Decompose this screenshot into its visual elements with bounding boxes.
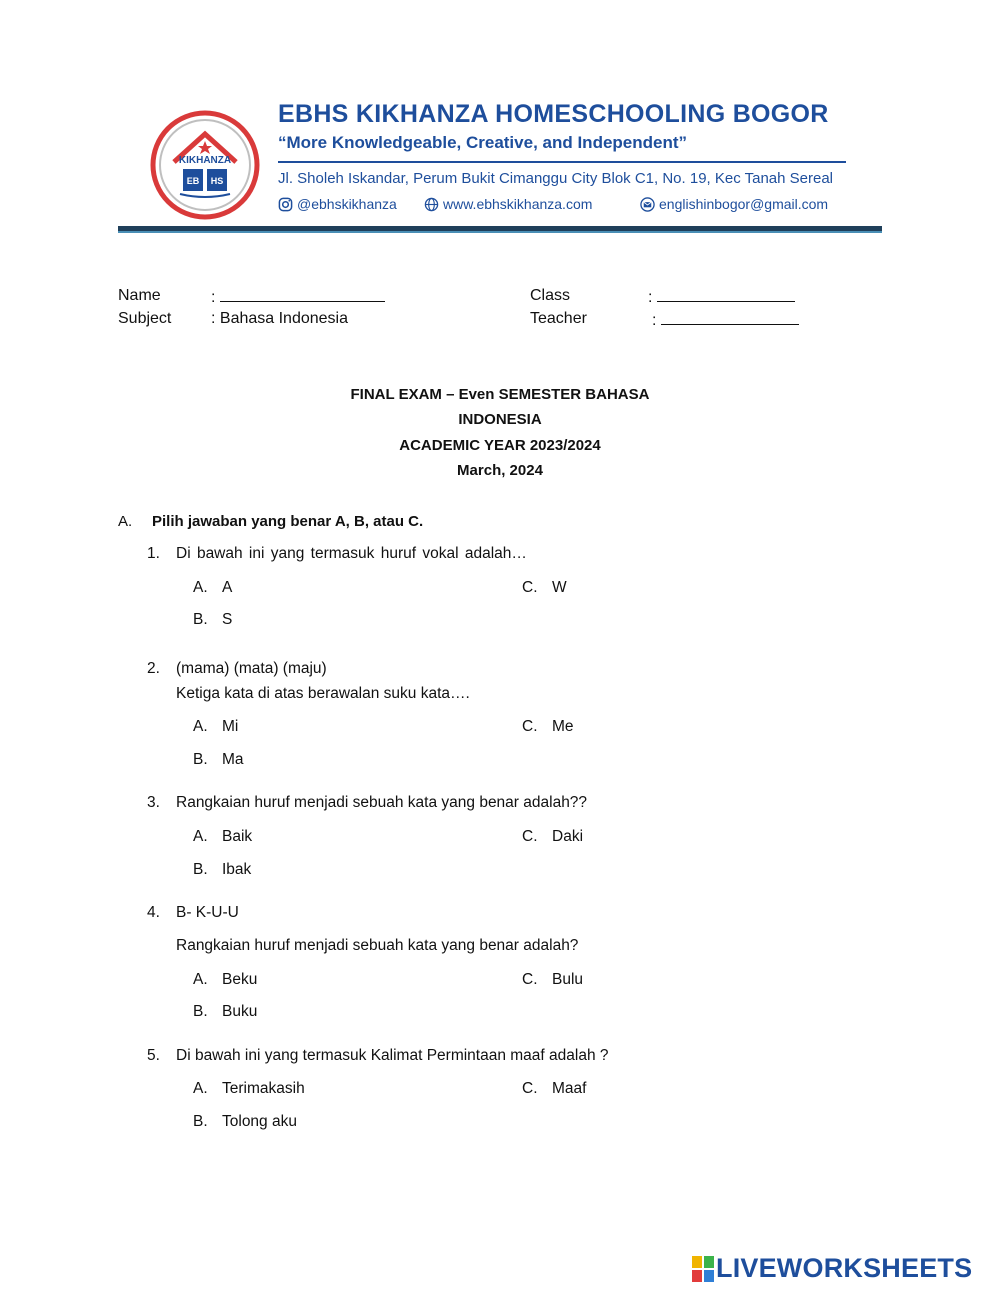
option-label: A. (193, 971, 208, 988)
q3-option-b[interactable] (193, 861, 252, 879)
q3-option-c[interactable] (522, 828, 584, 846)
liveworksheets-brand[interactable] (692, 1253, 972, 1284)
option-text: Ibak (222, 861, 252, 878)
question-2-text: (mama) (mata) (maju) (176, 660, 327, 677)
liveworksheets-icon (692, 1256, 714, 1282)
teacher-label: Teacher (530, 310, 587, 327)
option-label: A. (193, 718, 208, 735)
q1-option-b[interactable] (193, 611, 233, 629)
logo-text-hs: HS (210, 176, 224, 186)
instagram-handle: @ebhskikhanza (297, 196, 397, 212)
globe-icon (424, 197, 439, 212)
option-label: C. (522, 828, 538, 845)
option-label: A. (193, 1080, 208, 1097)
option-label: C. (522, 1080, 538, 1097)
website-contact (424, 196, 592, 212)
class-label: Class (530, 287, 571, 304)
subject-label: Subject (118, 310, 172, 327)
exam-title-line4: March, 2024 (457, 462, 543, 479)
question-4-text: B- K-U-U (176, 904, 239, 921)
section-instruction: Pilih jawaban yang benar A, B, atau C. (152, 513, 424, 530)
option-text: Ma (222, 751, 244, 768)
teacher-colon: : (652, 312, 657, 329)
q1-option-c[interactable] (522, 579, 567, 597)
instagram-contact (278, 196, 397, 212)
name-colon: : (211, 289, 216, 306)
option-text: A (222, 579, 233, 596)
option-text: S (222, 611, 233, 628)
option-label: A. (193, 828, 208, 845)
question-5-text: Di bawah ini yang termasuk Kalimat Permintaan maaf adalah ? (176, 1047, 609, 1064)
class-blank[interactable] (657, 287, 795, 302)
exam-title-line2: INDONESIA (458, 411, 542, 428)
option-text: Bulu (552, 971, 584, 988)
question-4-text-line2: Rangkaian huruf menjadi sebuah kata yang benar adalah? (176, 937, 579, 954)
header-rule-accent (118, 231, 882, 233)
q2-option-c[interactable] (522, 718, 574, 736)
exam-title-line3: ACADEMIC YEAR 2023/2024 (399, 437, 601, 454)
school-motto: “More Knowledgeable, Creative, and Independent” (278, 133, 688, 152)
liveworksheets-wordmark: LIVEWORKSHEETS (716, 1253, 973, 1283)
question-1-text: Di bawah ini yang termasuk huruf vokal adalah… (176, 545, 527, 562)
option-label: C. (522, 579, 538, 596)
email-contact (640, 196, 828, 212)
question-2-text-line2: Ketiga kata di atas berawalan suku kata…. (176, 685, 470, 702)
q1-option-a[interactable] (193, 579, 233, 597)
email-icon (640, 197, 655, 212)
question-3-text: Rangkaian huruf menjadi sebuah kata yang benar adalah?? (176, 794, 588, 811)
q5-option-a[interactable] (193, 1080, 305, 1098)
option-text: W (552, 579, 567, 596)
q4-option-c[interactable] (522, 971, 584, 989)
teacher-field[interactable] (652, 310, 799, 330)
option-label: B. (193, 1003, 208, 1020)
logo-text-eb: EB (186, 176, 200, 186)
exam-title-line1: FINAL EXAM – Even SEMESTER BAHASA (350, 386, 650, 403)
name-label: Name (118, 287, 161, 304)
school-address: Jl. Sholeh Iskandar, Perum Bukit Cimanggu City Blok C1, No. 19, Kec Tanah Sereal (278, 170, 834, 187)
option-text: Daki (552, 828, 584, 845)
option-text: Terimakasih (222, 1080, 305, 1097)
option-label: B. (193, 1113, 208, 1130)
q3-option-a[interactable] (193, 828, 253, 846)
option-label: C. (522, 718, 538, 735)
email-address: englishinbogor@gmail.com (659, 196, 829, 212)
class-field[interactable] (648, 287, 795, 307)
q5-option-c[interactable] (522, 1080, 587, 1098)
option-text: Mi (222, 718, 239, 735)
website-url: www.ebhskikhanza.com (443, 196, 593, 212)
motto-divider (278, 161, 846, 163)
q5-option-b[interactable] (193, 1113, 297, 1131)
option-text: Beku (222, 971, 258, 988)
q2-option-b[interactable] (193, 751, 244, 769)
option-label: A. (193, 579, 208, 596)
option-label: B. (193, 861, 208, 878)
question-4-number: 4. (147, 904, 160, 921)
instagram-icon (278, 197, 293, 212)
q2-option-a[interactable] (193, 718, 239, 736)
logo-text-top: KIKHANZA (178, 155, 232, 166)
q4-option-a[interactable] (193, 971, 258, 989)
subject-value: : Bahasa Indonesia (211, 310, 348, 327)
option-label: B. (193, 751, 208, 768)
option-text: Buku (222, 1003, 258, 1020)
name-field[interactable] (211, 287, 385, 307)
teacher-blank[interactable] (661, 310, 799, 325)
option-text: Maaf (552, 1080, 587, 1097)
question-5-number: 5. (147, 1047, 160, 1064)
section-letter: A. (118, 513, 133, 530)
option-text: Me (552, 718, 574, 735)
class-colon: : (648, 289, 653, 306)
option-label: C. (522, 971, 538, 988)
question-1-number: 1. (147, 545, 160, 562)
question-3-number: 3. (147, 794, 160, 811)
name-blank[interactable] (220, 287, 385, 302)
school-name: EBHS KIKHANZA HOMESCHOOLING BOGOR (278, 100, 829, 128)
school-logo (150, 110, 260, 220)
q4-option-b[interactable] (193, 1003, 258, 1021)
question-2-number: 2. (147, 660, 160, 677)
option-text: Tolong aku (222, 1113, 297, 1130)
option-text: Baik (222, 828, 253, 845)
option-label: B. (193, 611, 208, 628)
